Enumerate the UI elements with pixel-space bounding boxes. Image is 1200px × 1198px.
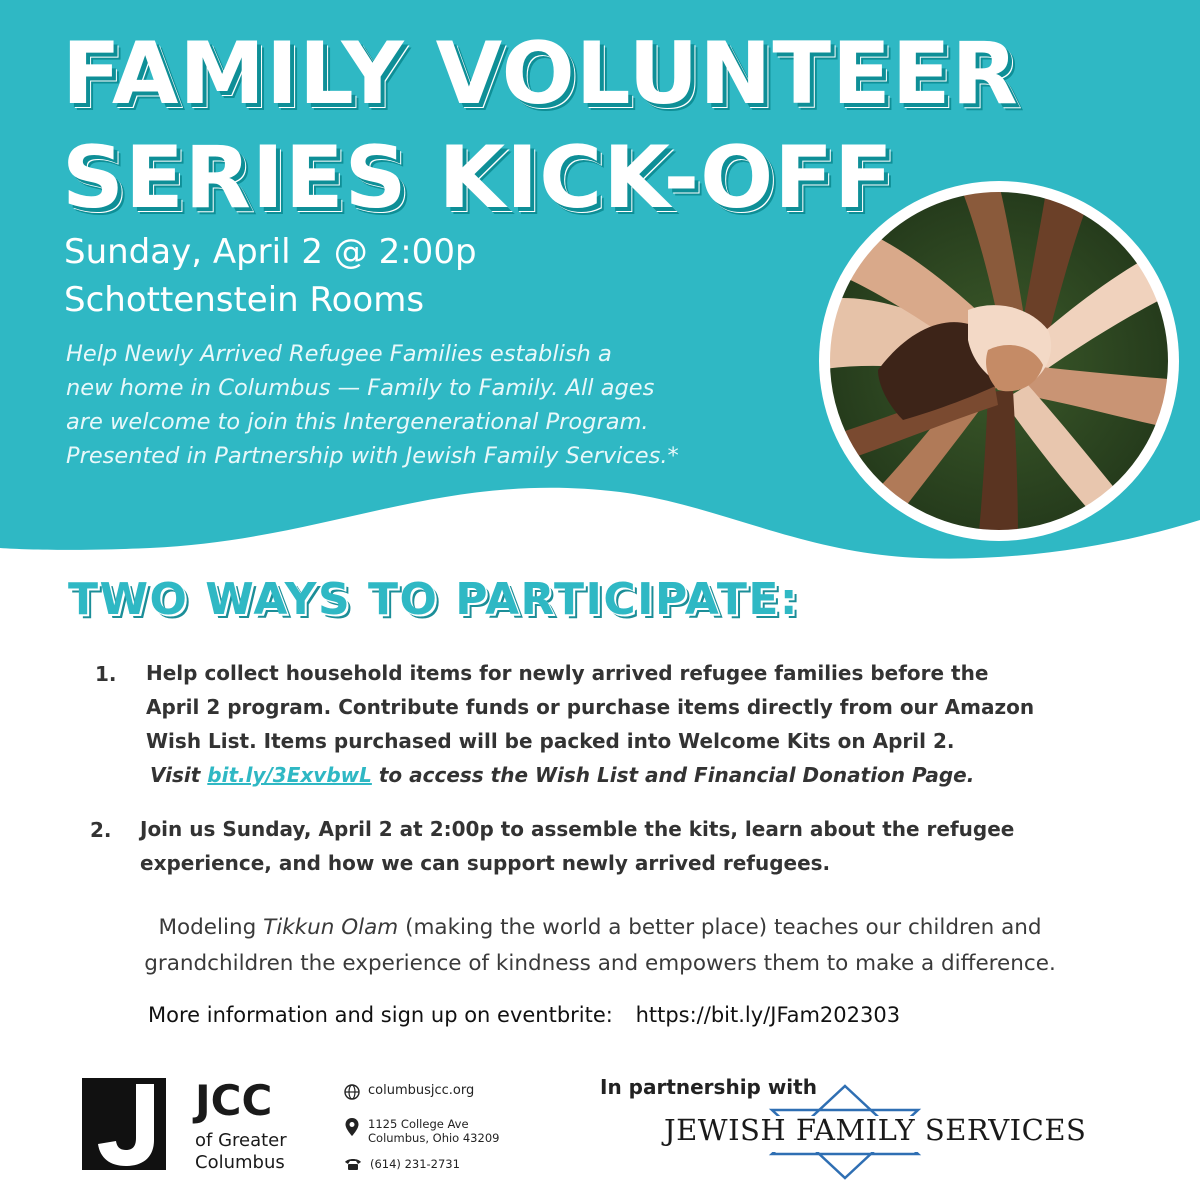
website-row xyxy=(344,1084,474,1100)
description-line: are welcome to join this Intergenerational Program. xyxy=(66,409,649,435)
event-location: Schottenstein Rooms xyxy=(64,280,425,320)
description-line: Presented in Partnership with Jewish Family Services.* xyxy=(66,443,679,469)
step-1-line: Wish List. Items purchased will be packed into Welcome Kits on April 2. xyxy=(146,729,955,753)
closing-prefix: Modeling xyxy=(158,915,257,940)
phone-row xyxy=(344,1157,460,1171)
step-1-text xyxy=(146,656,1034,792)
website[interactable]: columbusjcc.org xyxy=(368,1083,475,1098)
step-1-number: 1. xyxy=(95,662,117,686)
participate-heading: TWO WAYS TO PARTICIPATE: xyxy=(68,574,799,625)
closing-statement xyxy=(0,910,1200,982)
event-description xyxy=(66,337,786,473)
step-1-visit-line xyxy=(150,758,1034,792)
globe-icon xyxy=(344,1084,360,1100)
jcc-logo xyxy=(82,1078,166,1170)
closing-line-2: grandchildren the experience of kindness and empowers them to make a difference. xyxy=(144,951,1056,976)
jcc-sub-line: Columbus xyxy=(195,1152,285,1173)
step-1-line: April 2 program. Contribute funds or purchase items directly from our Amazon xyxy=(146,695,1035,719)
address-row xyxy=(344,1117,499,1145)
closing-suffix: (making the world a better place) teaches our children and xyxy=(405,915,1042,940)
wish-list-link[interactable]: bit.ly/3ExvbwL xyxy=(207,763,372,787)
jcc-name: JCC xyxy=(195,1076,273,1125)
partner-name: JEWISH FAMILY SERVICES xyxy=(664,1113,1087,1147)
event-date-time: Sunday, April 2 @ 2:00p xyxy=(64,232,477,272)
description-line: Help Newly Arrived Refugee Families establish a xyxy=(66,341,612,367)
visit-prefix: Visit xyxy=(150,763,201,787)
closing-line-1 xyxy=(0,910,1200,946)
phone-number: (614) 231-2731 xyxy=(370,1157,460,1171)
location-pin-icon xyxy=(344,1117,360,1137)
description-line: new home in Columbus — Family to Family. All ages xyxy=(66,375,655,401)
step-2-number: 2. xyxy=(90,818,112,842)
address-line: Columbus, Ohio 43209 xyxy=(368,1131,500,1145)
tikkun-olam: Tikkun Olam xyxy=(263,915,399,940)
title-line-1: FAMILY VOLUNTEER xyxy=(62,24,1019,124)
jcc-sub-line: of Greater xyxy=(195,1130,287,1151)
title-line-2: SERIES KICK-OFF xyxy=(62,128,894,228)
step-2-line: Join us Sunday, April 2 at 2:00p to assemble the kits, learn about the refugee xyxy=(140,817,1015,841)
partner-label: In partnership with xyxy=(600,1075,817,1099)
step-2-text xyxy=(140,812,1014,880)
step-2-line: experience, and how we can support newly arrived refugees. xyxy=(140,851,831,875)
step-1-line: Help collect household items for newly arrived refugee families before the xyxy=(146,661,989,685)
more-info-label: More information and sign up on eventbrite: xyxy=(148,1003,613,1027)
address-line: 1125 College Ave xyxy=(368,1117,469,1131)
phone-icon xyxy=(344,1157,362,1171)
hands-photo xyxy=(818,180,1180,542)
more-info xyxy=(148,1003,900,1027)
eventbrite-link[interactable]: https://bit.ly/JFam202303 xyxy=(635,1003,901,1027)
visit-suffix: to access the Wish List and Financial Donation Page. xyxy=(378,763,975,787)
